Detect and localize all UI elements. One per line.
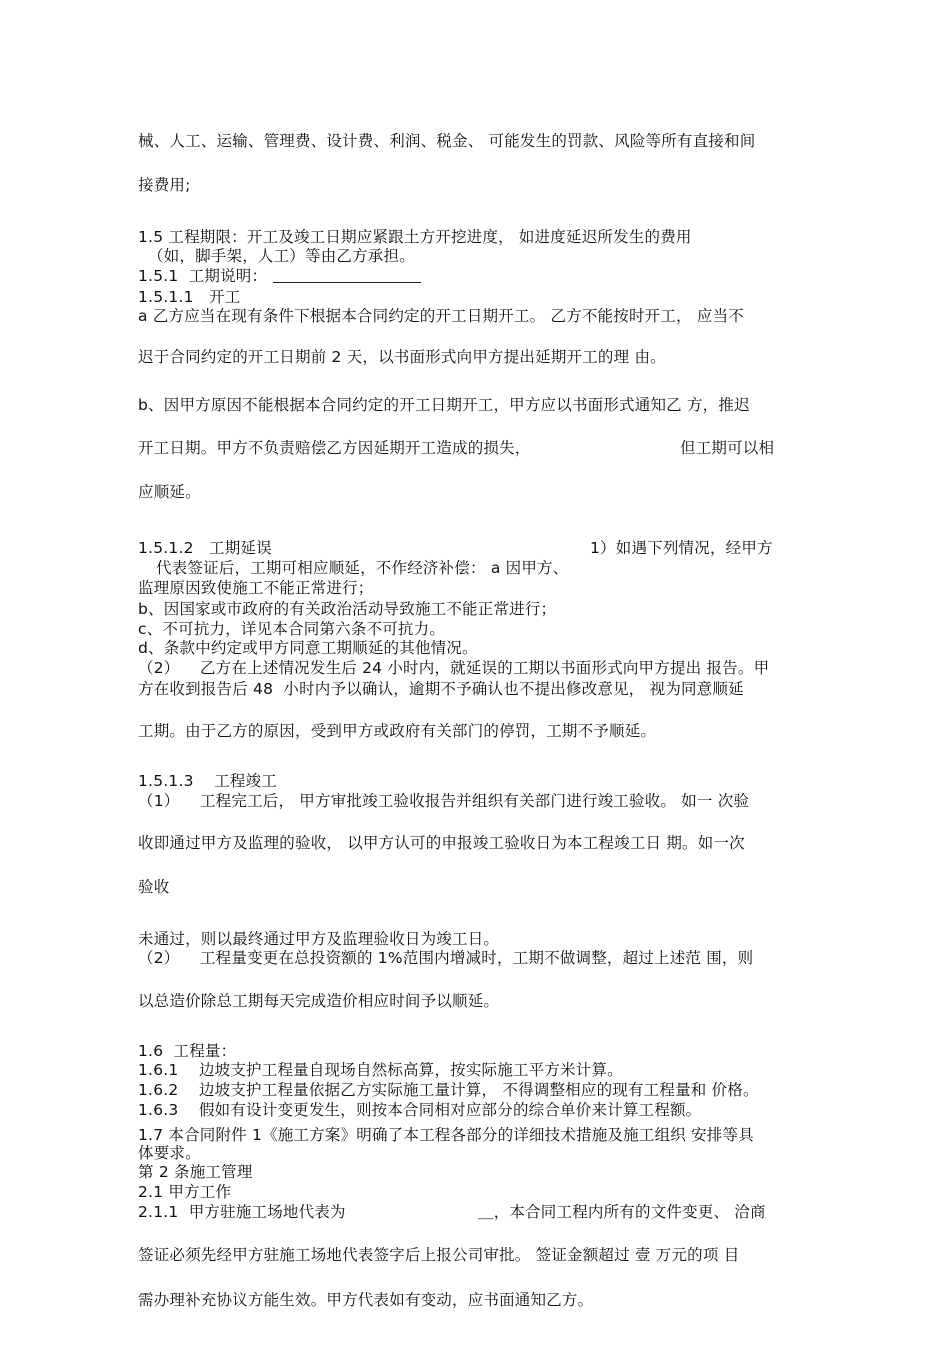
text-line: d、条款中约定或甲方同意工期顺延的其他情况。 — [138, 639, 478, 657]
text-line: 需办理补充协议方能生效。甲方代表如有变动，应书面通知乙方。 — [138, 1291, 594, 1309]
text-line: 工期。由于乙方的原因，受到甲方或政府有关部门的停罚，工期不予顺延。 — [138, 722, 657, 740]
text-line: （2） 工程量变更在总投资额的 1%范围内增减时，工期不做调整，超过上述范 围，则 — [138, 949, 754, 967]
article-heading-2: 第 2 条施工管理 — [138, 1163, 253, 1181]
section-heading-1-5: 1.5 工程期限：开工及竣工日期应紧跟土方开挖进度， 如进度延迟所发生的费用 — [138, 228, 692, 246]
fill-blank-line — [273, 268, 421, 283]
text-line: 收即通过甲方及监理的验收， 以甲方认可的申报竣工验收日为本工程竣工日 期。如一次 — [138, 834, 745, 852]
text-line: 1.6.2 边坡支护工程量依据乙方实际施工量计算， 不得调整相应的现有工程量和 价格。 — [138, 1081, 759, 1099]
text-line: （1） 工程完工后， 甲方审批竣工验收报告并组织有关部门进行竣工验收。 如一 次验 — [138, 792, 750, 810]
text-line: 1.6.1 边坡支护工程量自现场自然标高算，按实际施工平方米计算。 — [138, 1061, 623, 1079]
text-line: 体要求。 — [138, 1144, 201, 1162]
text-line: 械、人工、运输、管理费、设计费、利润、税金、 可能发生的罚款、风险等所有直接和间 — [138, 132, 756, 150]
text-line: 验收 — [138, 878, 170, 896]
section-heading-1-5-1 — [138, 266, 421, 286]
text-line: 未通过，则以最终通过甲方及监理验收日为竣工日。 — [138, 930, 500, 948]
text-line: 方在收到报告后 48 小时内予以确认，逾期不予确认也不提出修改意见， 视为同意顺延 — [138, 680, 744, 698]
text-line: （2） 乙方在上述情况发生后 24 小时内，就延误的工期以书面形式向甲方提出 报告。甲 — [138, 659, 770, 677]
text-line: 应顺延。 — [138, 483, 201, 501]
text-line: b、因甲方原因不能根据本合同约定的开工日期开工，甲方应以书面形式通知乙 方，推迟 — [138, 396, 750, 414]
text-line: b、因国家或市政府的有关政治活动导致施工不能正常进行； — [138, 600, 557, 618]
section-heading-1-5-1-1: 1.5.1.1 开工 — [138, 288, 241, 306]
text-line: 接费用; — [138, 176, 191, 194]
section-heading-1-5-1-2: 1.5.1.2 工期延误 — [138, 539, 272, 557]
text-line: 迟于合同约定的开工日期前 2 天，以书面形式向甲方提出延期开工的理 由。 — [138, 348, 666, 366]
text-line: 1.5.1 工期说明： — [138, 267, 268, 285]
text-line: 签证必须先经甲方驻施工场地代表签字后上报公司审批。 签证金额超过 壹 万元的项 目 — [138, 1246, 740, 1264]
text-line: 开工日期。甲方不负责赔偿乙方因延期开工造成的损失， — [138, 439, 531, 457]
text-line: 监理原因致使施工不能正常进行； — [138, 579, 374, 597]
text-line: c、不可抗力，详见本合同第六条不可抗力。 — [138, 620, 446, 638]
section-heading-1-5-1-3: 1.5.1.3 工程竣工 — [138, 772, 277, 790]
section-heading-2-1-1: 2.1.1 甲方驻施工场地代表为 — [138, 1203, 346, 1221]
text-line: 1）如遇下列情况，经甲方 — [590, 539, 773, 557]
section-heading-2-1: 2.1 甲方工作 — [138, 1183, 232, 1201]
text-line: 但工期可以相 — [680, 439, 775, 457]
text-line: 1.6.3 假如有设计变更发生，则按本合同相对应部分的综合单价来计算工程额。 — [138, 1101, 702, 1119]
section-heading-1-6: 1.6 工程量： — [138, 1042, 237, 1060]
text-line: （如，脚手架，人工）等由乙方承担。 — [148, 247, 415, 265]
text-line: 代表签证后，工期可相应顺延，不作经济补偿： a 因甲方、 — [156, 559, 569, 577]
text-line: a 乙方应当在现有条件下根据本合同约定的开工日期开工。 乙方不能按时开工， 应当不 — [138, 307, 744, 325]
section-heading-1-7: 1.7 本合同附件 1《施工方案》明确了本工程各部分的详细技术措施及施工组织 安排等具 — [138, 1126, 754, 1144]
text-line: ＿，本合同工程内所有的文件变更、 洽商 — [478, 1203, 766, 1221]
text-line: 以总造价除总工期每天完成造价相应时间予以顺延。 — [138, 992, 500, 1010]
